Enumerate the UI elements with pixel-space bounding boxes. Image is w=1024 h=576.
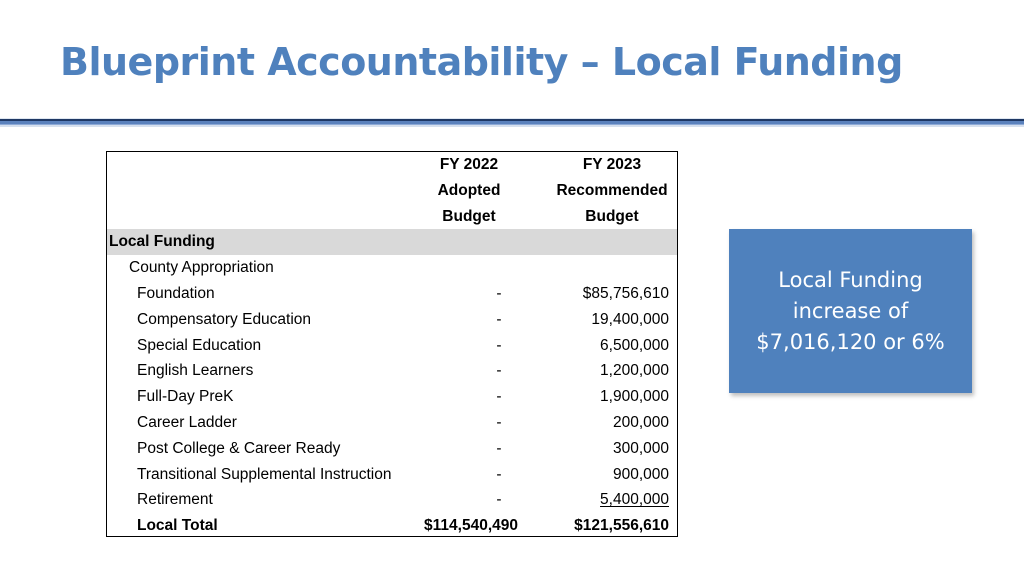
title-divider [0, 118, 1024, 127]
row-label: Full-Day PreK [137, 388, 234, 406]
col1-header-line: Adopted [437, 181, 501, 199]
row-label: Post College & Career Ready [137, 439, 341, 457]
row-fy2023: 200,000 [612, 414, 669, 431]
row-label: Retirement [137, 491, 213, 509]
col1-header-line: FY 2022 [439, 156, 499, 173]
table-row [107, 462, 677, 488]
row-fy2022: - [496, 465, 502, 483]
row-label: Compensatory Education [137, 310, 312, 328]
row-fy2022: - [496, 362, 502, 380]
row-fy2023: $85,756,610 [582, 285, 669, 302]
table-row [107, 487, 677, 513]
section-row [107, 229, 677, 255]
header-row [107, 152, 677, 178]
callout-line: $7,016,120 or 6% [756, 329, 945, 354]
row-fy2022: - [496, 439, 502, 457]
table-row [107, 436, 677, 462]
total-label: Local Total [137, 517, 218, 535]
col1-header-line: Budget [442, 207, 496, 225]
row-fy2023: 300,000 [612, 439, 669, 457]
row-fy2022: - [496, 388, 502, 406]
row-fy2022: - [496, 310, 502, 328]
table-row [107, 281, 677, 307]
subsection-label: County Appropriation [129, 259, 274, 277]
callout-line: Local Funding [778, 267, 923, 292]
table-row [107, 410, 677, 436]
row-label: Career Ladder [137, 414, 237, 431]
row-label: Transitional Supplemental Instruction [137, 465, 392, 483]
section-label: Local Funding [109, 233, 215, 251]
table-row [107, 333, 677, 359]
row-fy2022: - [496, 491, 502, 509]
row-label: English Learners [137, 362, 254, 380]
row-fy2022: - [496, 336, 502, 354]
row-fy2023: 19,400,000 [591, 310, 669, 328]
row-fy2022: - [496, 285, 502, 302]
budget-table [106, 151, 678, 537]
total-fy2022: $114,540,490 [424, 517, 518, 535]
total-row [107, 513, 677, 539]
row-fy2023: 5,400,000 [600, 491, 669, 509]
subsection-row [107, 255, 677, 281]
col2-header-line: FY 2023 [582, 156, 642, 173]
callout-line: increase of [792, 298, 909, 323]
total-fy2023: $121,556,610 [574, 517, 669, 535]
row-fy2023: 900,000 [612, 465, 669, 483]
header-row [107, 204, 677, 230]
row-label: Foundation [137, 285, 215, 302]
row-fy2023: 1,200,000 [600, 362, 669, 380]
funding-increase-callout [729, 229, 972, 393]
table-row [107, 358, 677, 384]
table-row [107, 307, 677, 333]
col2-header-line: Recommended [556, 181, 668, 199]
header-row [107, 178, 677, 204]
row-fy2022: - [496, 414, 502, 431]
row-label: Special Education [137, 336, 262, 354]
col2-header-line: Budget [585, 207, 639, 225]
table-row [107, 384, 677, 410]
row-fy2023: 6,500,000 [600, 336, 669, 354]
row-fy2023: 1,900,000 [600, 388, 669, 406]
slide-title: Blueprint Accountability – Local Funding [60, 40, 903, 84]
